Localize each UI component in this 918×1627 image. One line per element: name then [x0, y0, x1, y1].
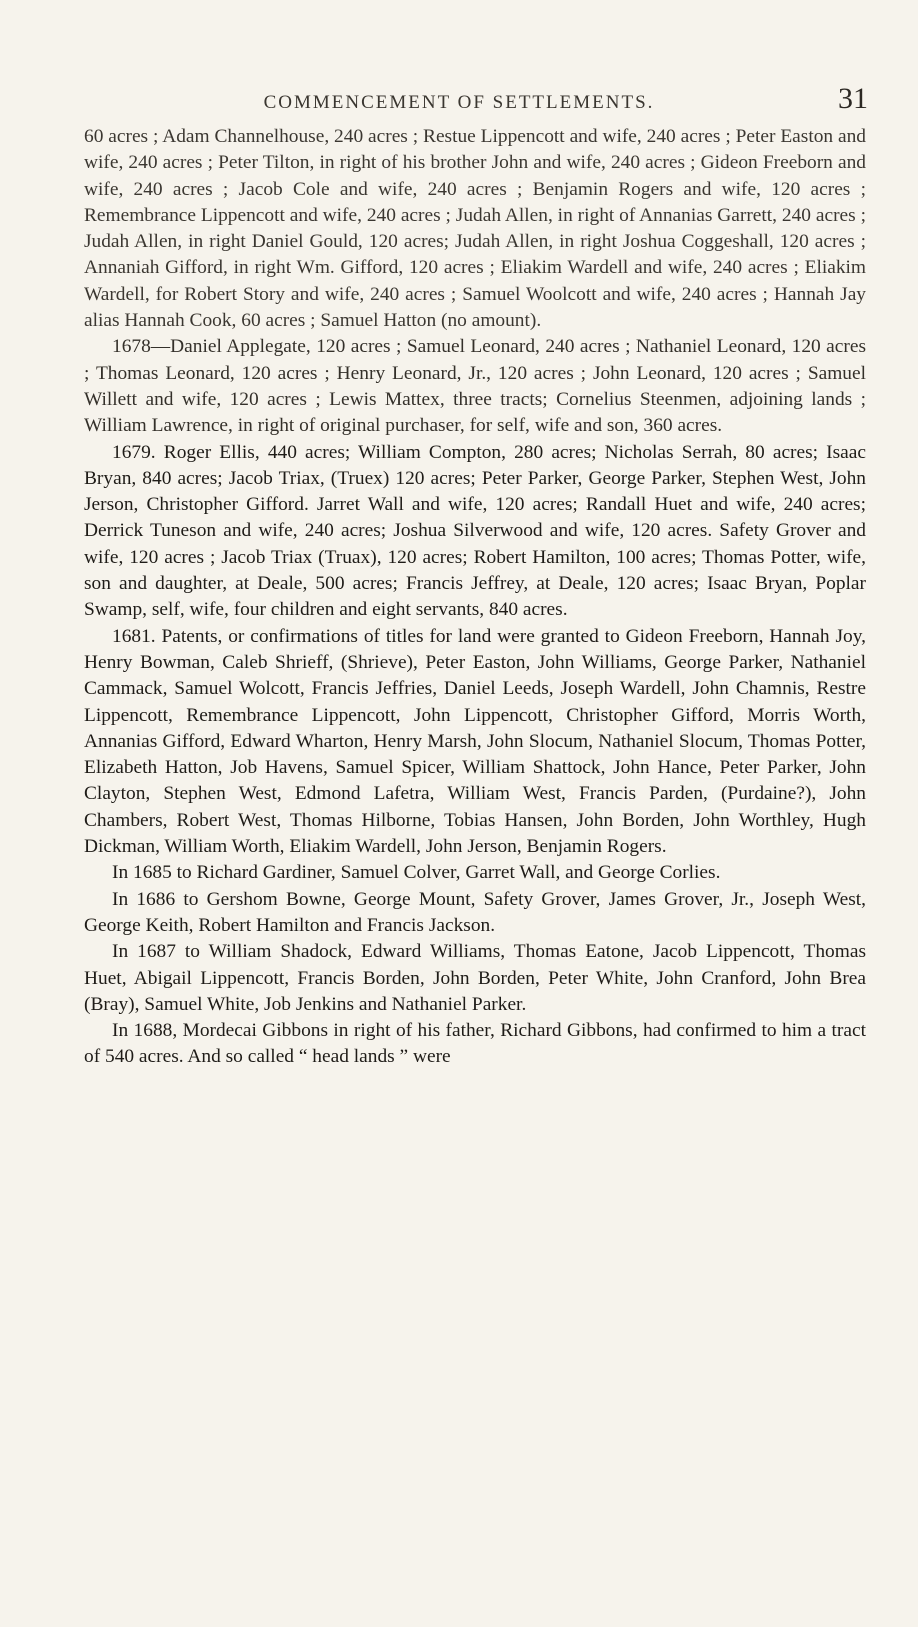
- paragraph-1687: In 1687 to William Shadock, Edward Williams, Thomas Eatone, Jacob Lippencott, Thomas Huet, Abigail Lippencott, Francis Borden, John Borden, Peter White, John Cranford, John Brea (Bray), Samuel White, Job Jenkins and Nathaniel Parker.: [84, 941, 866, 1015]
- paragraph-1679: 1679. Roger Ellis, 440 acres; William Compton, 280 acres; Nicholas Serrah, 80 acres; Isaac Bryan, 840 acres; Jacob Triax, (Truex) 120 acres; Peter Parker, George Parker, Stephen West, John Jerson, Christopher Gifford. Jarret Wall and wife, 120 acres; Randall Huet and wife, 240 acres; Derrick Tuneson and wife, 240 acres; Joshua Silverwood and wife, 120 acres. Safety Grover and wife, 120 acres ; Jacob Triax (Truax), 120 acres; Robert Hamilton, 100 acres; Thomas Potter, wife, son and daughter, at Deale, 500 acres; Francis Jeffrey, at Deale, 120 acres; Isaac Bryan, Poplar Swamp, self, wife, four children and eight servants, 840 acres.: [84, 441, 866, 621]
- paragraph-1688: In 1688, Mordecai Gibbons in right of his father, Richard Gibbons, had confirmed to him a tract of 540 acres. And so called “ head lands ” were: [84, 1020, 866, 1068]
- page-number: 31: [838, 82, 868, 115]
- body-text: [84, 124, 866, 1071]
- paragraph-1686: In 1686 to Gershom Bowne, George Mount, Safety Grover, James Grover, Jr., Joseph West, George Keith, Robert Hamilton and Francis Jackson.: [84, 888, 866, 936]
- paragraph-1678: 1678—Daniel Applegate, 120 acres ; Samuel Leonard, 240 acres ; Nathaniel Leonard, 120 acres ; Thomas Leonard, 120 acres ; Henry Leonard, Jr., 120 acres ; John Leonard, 120 acres ; Samuel Willett and wife, 120 acres ; Lewis Mattex, three tracts; Cornelius Steenmen, adjoining lands ; William Lawrence, in right of original purchaser, for self, wife and son, 360 acres.: [84, 336, 866, 437]
- running-head: [0, 92, 918, 114]
- paragraph-continued: 60 acres ; Adam Channelhouse, 240 acres ; Restue Lippencott and wife, 240 acres ; Peter Easton and wife, 240 acres ; Peter Tilton, in right of his brother John and wife, 240 acres ; Gideon Freeborn and wife, 240 acres ; Jacob Cole and wife, 240 acres ; Benjamin Rogers and wife, 120 acres ; Remembrance Lippencott and wife, 240 acres ; Judah Allen, in right of Annanias Garrett, 240 acres ; Judah Allen, in right Daniel Gould, 120 acres; Judah Allen, in right Joshua Coggeshall, 120 acres ; Annaniah Gifford, in right Wm. Gifford, 120 acres ; Eliakim Wardell and wife, 240 acres ; Eliakim Wardell, for Robert Story and wife, 240 acres ; Samuel Woolcott and wife, 240 acres ; Hannah Jay alias Hannah Cook, 60 acres ; Samuel Hatton (no amount).: [84, 126, 866, 332]
- paragraph-1685: In 1685 to Richard Gardiner, Samuel Colver, Garret Wall, and George Corlies.: [112, 862, 721, 884]
- paragraph-1681: 1681. Patents, or confirmations of titles for land were granted to Gideon Freeborn, Hannah Joy, Henry Bowman, Caleb Shrieff, (Shrieve), Peter Easton, John Williams, George Parker, Nathaniel Cammack, Samuel Wolcott, Francis Jeffries, Daniel Leeds, Joseph Wardell, John Chamnis, Restre Lippencott, Remembrance Lippencott, John Lippencott, Christopher Gifford, Morris Worth, Annanias Gifford, Edward Wharton, Henry Marsh, John Slocum, Nathaniel Slocum, Thomas Potter, Elizabeth Hatton, Job Havens, Samuel Spicer, William Shattock, John Hance, Peter Parker, John Clayton, Stephen West, Edmond Lafetra, William West, Francis Parden, (Purdaine?), John Chambers, Robert West, Thomas Hilborne, Tobias Hansen, John Borden, John Worthley, Hugh Dickman, William Worth, Eliakim Wardell, John Jerson, Benjamin Rogers.: [84, 625, 866, 858]
- running-title: COMMENCEMENT OF SETTLEMENTS.: [263, 92, 655, 113]
